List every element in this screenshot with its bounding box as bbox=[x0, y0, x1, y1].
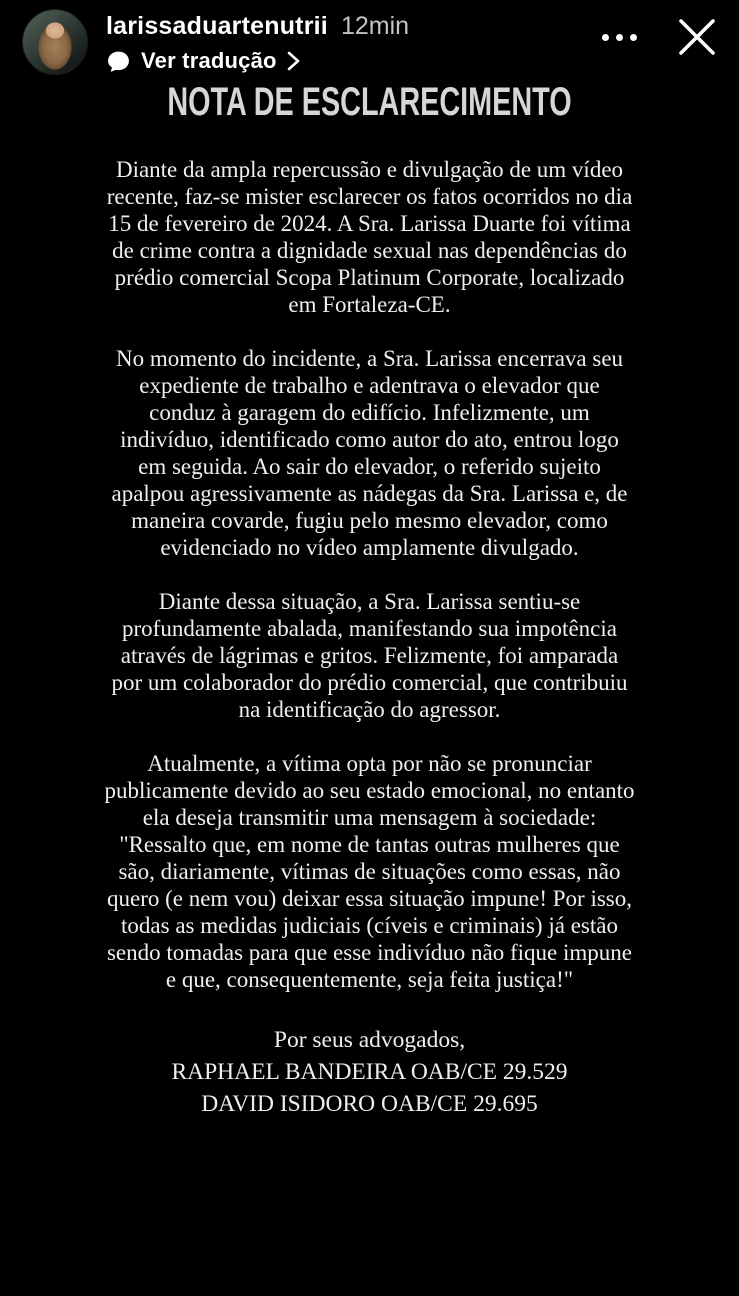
note-paragraph-3: Diante dessa situação, a Sra. Larissa sentiu-se profundamente abalada, manifestando sua impotência através de lágrimas e gritos. Felizmente, foi amparada por um colaborador do prédio comercial, que contribuiu na identificação do agressor. bbox=[111, 589, 628, 722]
ellipsis-icon bbox=[602, 34, 637, 41]
signature-lawyer-1: RAPHAEL BANDEIRA OAB/CE 29.529 bbox=[171, 1059, 568, 1085]
signature-intro: Por seus advogados, bbox=[273, 1027, 466, 1053]
header-actions bbox=[592, 9, 721, 65]
translate-button[interactable] bbox=[106, 48, 409, 74]
signature-block bbox=[104, 1024, 636, 1120]
speech-bubble-icon bbox=[106, 49, 131, 74]
story-timestamp: 12min bbox=[340, 12, 410, 40]
note-body bbox=[104, 156, 636, 1120]
page-title: NOTA DE ESCLARECIMENTO bbox=[167, 80, 572, 124]
story-header bbox=[0, 0, 739, 92]
translate-label: Ver tradução bbox=[141, 48, 277, 73]
more-options-button[interactable] bbox=[592, 16, 647, 59]
note-paragraph-4: Atualmente, a vítima opta por não se pronunciar publicamente devido ao seu estado emocional, no entanto ela deseja transmitir uma mensagem à sociedade: "Ressalto que, em nome de tantas outras mulheres que são, diariamente, vítimas de situações como essas, não quero (e nem vou) deixar essa situação impune! Por isso, todas as medidas judiciais (cíveis e criminais) já estão sendo tomadas para que esse indivíduo não fique impune e que, consequentemente, seja feita justiça!" bbox=[104, 751, 635, 992]
close-button[interactable] bbox=[673, 9, 721, 65]
note-paragraph-2: No momento do incidente, a Sra. Larissa encerrava seu expediente de trabalho e adentrava o elevador que conduz à garagem do edifício. Infelizmente, um indivíduo, identificado como autor do ato, entrou logo em seguida. Ao sair do elevador, o referido sujeito apalpou agressivamente as nádegas da Sra. Larissa e, de maneira covarde, fugiu pelo mesmo elevador, como evidenciado no vídeo amplamente divulgado. bbox=[111, 346, 628, 560]
chevron-right-icon bbox=[287, 51, 300, 71]
avatar[interactable] bbox=[22, 9, 88, 75]
note-paragraph-1: Diante da ampla repercussão e divulgação de um vídeo recente, faz-se mister esclarecer os fatos ocorridos no dia 15 de fevereiro de 2024. A Sra. Larissa Duarte foi vítima de crime contra a dignidade sexual nas dependências do prédio comercial Scopa Platinum Corporate, localizado em Fortaleza-CE. bbox=[106, 157, 633, 317]
signature-lawyer-2: DAVID ISIDORO OAB/CE 29.695 bbox=[201, 1091, 538, 1117]
close-icon bbox=[675, 15, 719, 59]
header-text bbox=[106, 9, 409, 74]
username[interactable]: larissaduartenutrii bbox=[106, 12, 328, 40]
